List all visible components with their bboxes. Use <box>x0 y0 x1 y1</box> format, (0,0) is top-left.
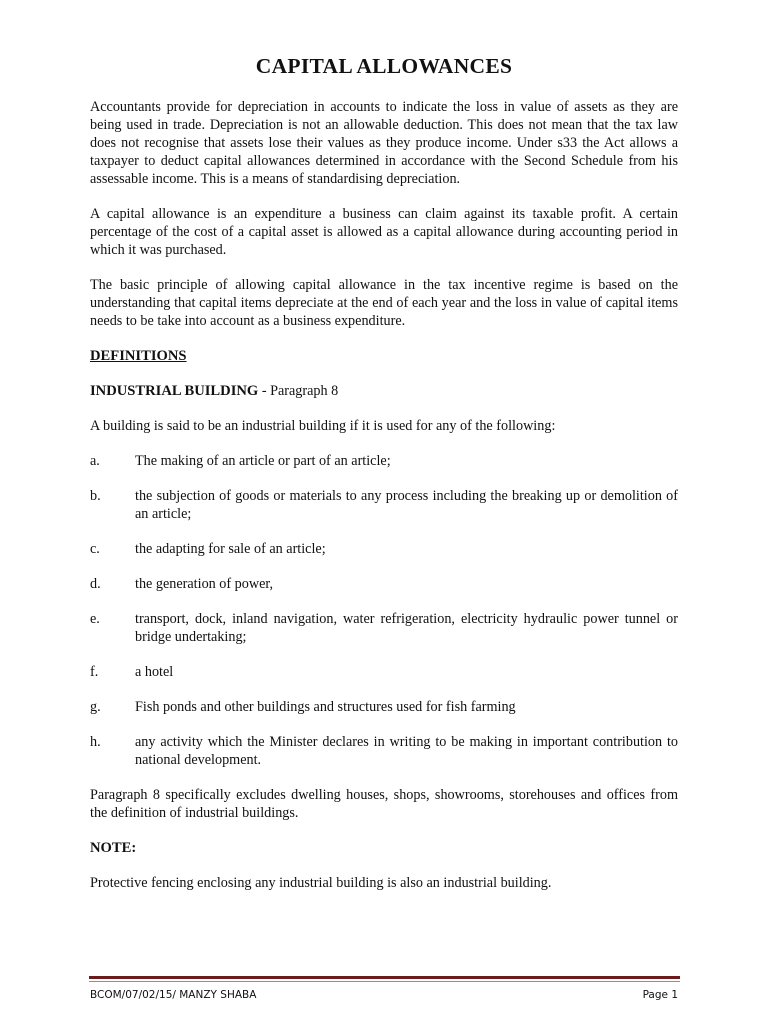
note-heading: NOTE: <box>90 840 137 856</box>
list-item-letter: g. <box>90 699 101 715</box>
intro-paragraph-1: Accountants provide for depreciation in accounts to indicate the loss in value of assets as they are being used in trade. Depreciation is not an allowable deduction. This does not mean that the tax law does not recognise that assets lose their values as they produce income. Under s33 the Act allows a taxpayer to deduct capital allowances determined in accordance with the Second Schedule from his assessable income. This is a means of standardising depreciation. <box>90 99 678 187</box>
list-item-letter: a. <box>90 453 100 469</box>
list-item-letter: c. <box>90 541 100 557</box>
list-item <box>90 663 678 681</box>
list-item <box>90 452 678 470</box>
list-item-text: the subjection of goods or materials to any process including the breaking up or demolition of an article; <box>135 488 678 522</box>
page-number: Page 1 <box>642 989 678 1001</box>
industrial-building-list <box>90 452 678 769</box>
list-item-letter: h. <box>90 734 101 750</box>
footer-divider <box>89 976 680 979</box>
list-item <box>90 610 678 646</box>
footer-author: BCOM/07/02/15/ MANZY SHABA <box>90 989 257 1001</box>
industrial-building-reference: - Paragraph 8 <box>258 383 339 399</box>
list-item <box>90 540 678 558</box>
list-item-text: Fish ponds and other buildings and structures used for fish farming <box>135 699 516 715</box>
exclusion-paragraph: Paragraph 8 specifically excludes dwelling houses, shops, showrooms, storehouses and offices from the definition of industrial buildings. <box>90 787 678 821</box>
list-item <box>90 487 678 523</box>
list-item-text: the adapting for sale of an article; <box>135 541 326 557</box>
list-item-letter: d. <box>90 576 101 592</box>
intro-paragraph-2: A capital allowance is an expenditure a business can claim against its taxable profit. A certain percentage of the cost of a capital asset is allowed as a capital allowance during accounting period in which it was purchased. <box>90 206 678 258</box>
industrial-building-heading: INDUSTRIAL BUILDING <box>90 383 259 399</box>
list-item <box>90 733 678 769</box>
page-content <box>90 52 678 909</box>
list-item-letter: e. <box>90 611 100 627</box>
list-item-text: any activity which the Minister declares in writing to be making in important contribution to national development. <box>135 734 678 768</box>
footer-divider-thin <box>89 981 680 982</box>
list-item-text: the generation of power, <box>135 576 274 592</box>
list-item-letter: f. <box>90 664 99 680</box>
page-title: CAPITAL ALLOWANCES <box>255 54 513 78</box>
list-item <box>90 698 678 716</box>
list-item-text: transport, dock, inland navigation, water refrigeration, electricity hydraulic power tunnel or bridge undertaking; <box>135 611 678 645</box>
industrial-building-heading-line <box>90 382 678 400</box>
note-text: Protective fencing enclosing any industrial building is also an industrial building. <box>90 875 552 891</box>
industrial-building-intro: A building is said to be an industrial building if it is used for any of the following: <box>90 418 556 434</box>
list-item <box>90 575 678 593</box>
intro-paragraph-3: The basic principle of allowing capital allowance in the tax incentive regime is based on the understanding that capital items depreciate at the end of each year and the loss in value of capital items needs to be take into account as a business expenditure. <box>90 277 678 329</box>
list-item-text: a hotel <box>135 664 174 680</box>
definitions-heading: DEFINITIONS <box>90 348 187 364</box>
list-item-text: The making of an article or part of an article; <box>135 453 391 469</box>
list-item-letter: b. <box>90 488 101 504</box>
